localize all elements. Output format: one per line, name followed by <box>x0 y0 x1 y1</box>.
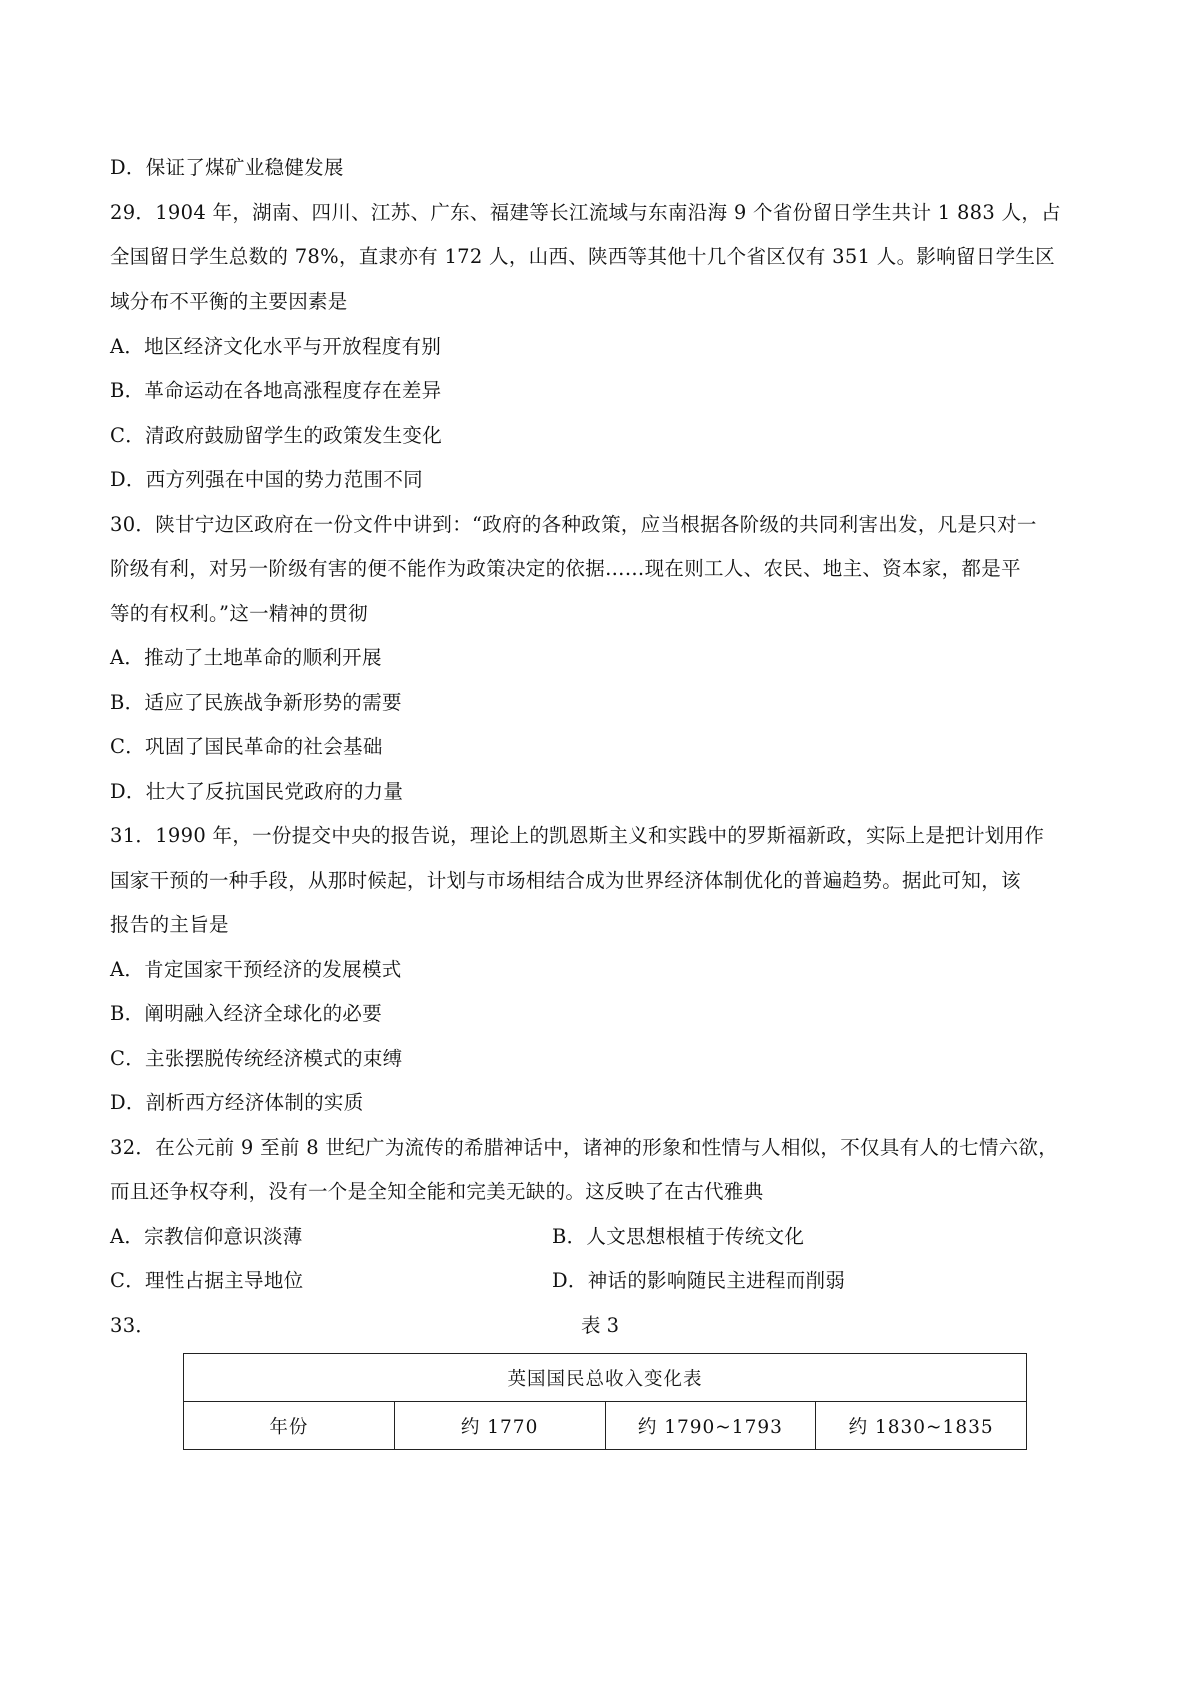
q31-stem-line-3: 报告的主旨是 <box>110 913 229 936</box>
q32-option-d: D．神话的影响随民主进程而削弱 <box>552 1269 846 1292</box>
q28-option-d: D．保证了煤矿业稳健发展 <box>110 156 344 179</box>
table-title-row <box>184 1354 1027 1402</box>
q30-option-b: B．适应了民族战争新形势的需要 <box>110 691 402 714</box>
q29-stem-line-3: 域分布不平衡的主要因素是 <box>110 290 348 313</box>
header-cell-1790: 约 1790~1793 <box>605 1402 816 1450</box>
q31-option-b: B．阐明融入经济全球化的必要 <box>110 1002 383 1025</box>
q30-stem-line-1: 30．陕甘宁边区政府在一份文件中讲到：“政府的各种政策，应当根据各阶级的共同利害出发，凡是只对一 <box>110 513 1037 536</box>
q29-stem-line-2: 全国留日学生总数的 78%，直隶亦有 172 人，山西、陕西等其他十几个省区仅有 351 人。影响留日学生区 <box>110 245 1055 268</box>
q29-option-b: B．革命运动在各地高涨程度存在差异 <box>110 379 442 402</box>
q30-stem-line-2: 阶级有利，对另一阶级有害的便不能作为政策决定的依据……现在则工人、农民、地主、资本家，都是平 <box>110 557 1021 580</box>
q30-option-c: C．巩固了国民革命的社会基础 <box>110 735 383 758</box>
q32-option-b: B．人文思想根植于传统文化 <box>552 1225 805 1248</box>
header-cell-year: 年份 <box>184 1402 395 1450</box>
q32-option-a: A．宗教信仰意识淡薄 <box>110 1225 303 1248</box>
table-caption: 表 3 <box>580 1314 620 1337</box>
q30-option-a: A．推动了土地革命的顺利开展 <box>110 646 382 669</box>
header-cell-1770: 约 1770 <box>394 1402 605 1450</box>
q32-stem-line-1: 32．在公元前 9 至前 8 世纪广为流传的希腊神话中，诸神的形象和性情与人相似，不仅具有人的七情六欲， <box>110 1136 1059 1159</box>
q29-stem-line-1: 29．1904 年，湖南、四川、江苏、广东、福建等长江流域与东南沿海 9 个省份留日学生共计 1 883 人，占 <box>110 201 1061 224</box>
header-cell-1830: 约 1830~1835 <box>816 1402 1027 1450</box>
q31-stem-line-2: 国家干预的一种手段，从那时候起，计划与市场相结合成为世界经济体制优化的普遍趋势。据此可知，该 <box>110 869 1021 892</box>
q32-option-c: C．理性占据主导地位 <box>110 1269 304 1292</box>
q31-option-d: D．剖析西方经济体制的实质 <box>110 1091 364 1114</box>
table-header-row <box>184 1402 1027 1450</box>
q30-option-d: D．壮大了反抗国民党政府的力量 <box>110 780 404 803</box>
q31-stem-line-1: 31．1990 年，一份提交中央的报告说，理论上的凯恩斯主义和实践中的罗斯福新政，实际上是把计划用作 <box>110 824 1045 847</box>
q33-number: 33． <box>110 1314 156 1337</box>
q29-option-c: C．清政府鼓励留学生的政策发生变化 <box>110 424 443 447</box>
income-table <box>183 1353 1027 1450</box>
q29-option-d: D．西方列强在中国的势力范围不同 <box>110 468 423 491</box>
q29-option-a: A．地区经济文化水平与开放程度有别 <box>110 335 442 358</box>
q32-stem-line-2: 而且还争权夺利，没有一个是全知全能和完美无缺的。这反映了在古代雅典 <box>110 1180 764 1203</box>
table-title: 英国国民总收入变化表 <box>184 1354 1027 1402</box>
q31-option-a: A．肯定国家干预经济的发展模式 <box>110 958 402 981</box>
q31-option-c: C．主张摆脱传统经济模式的束缚 <box>110 1047 403 1070</box>
q30-stem-line-3: 等的有权利。”这一精神的贯彻 <box>110 602 368 625</box>
